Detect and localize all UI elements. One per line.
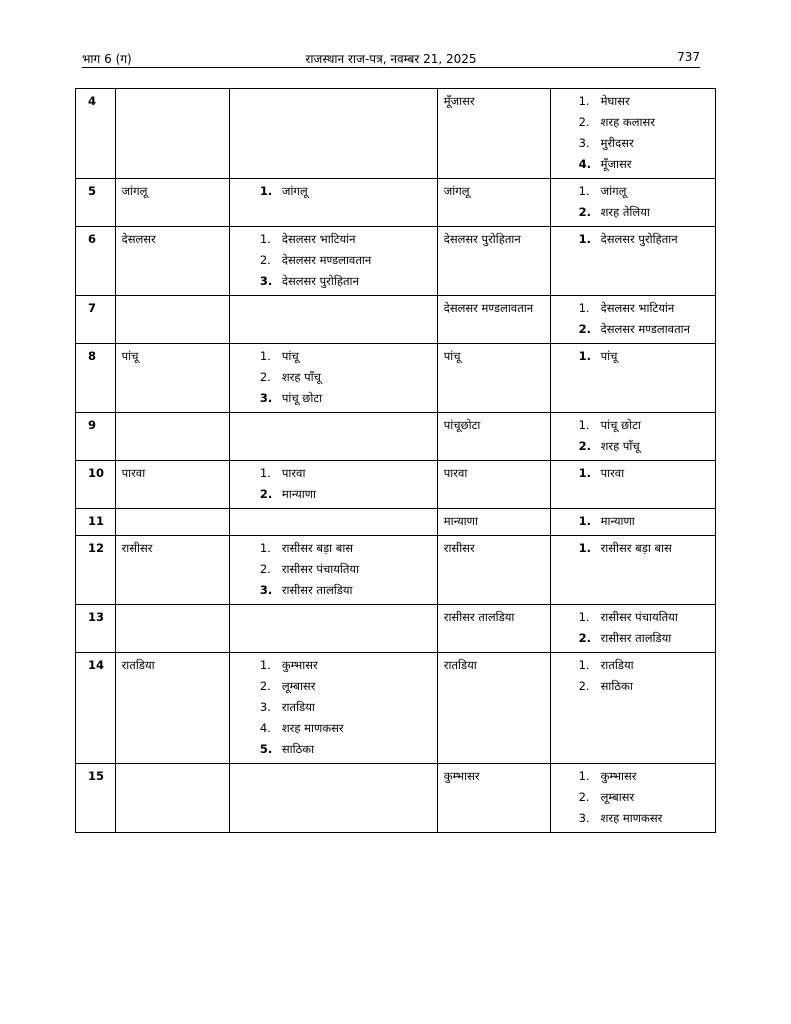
old-list-cell — [229, 413, 437, 461]
list-item-text: पांचू छोटा — [281, 391, 323, 405]
new-list-cell — [550, 296, 715, 344]
new-list-cell — [550, 461, 715, 509]
list-item — [579, 154, 709, 175]
village-cell: रासीसर — [115, 536, 229, 605]
row-number-cell: 6 — [76, 227, 116, 296]
new-village-cell: रासीसर — [437, 536, 550, 605]
list-item-number: 1. — [578, 514, 591, 528]
list-item — [579, 319, 709, 340]
new-village-cell: मान्याणा — [437, 509, 550, 536]
new-village-cell: जांगलू — [437, 179, 550, 227]
list-item-text: पांचू — [281, 349, 299, 363]
list-item — [579, 436, 709, 457]
list-item — [579, 607, 709, 628]
new-list-cell — [550, 653, 715, 764]
list-item-text: पांचू — [600, 349, 618, 363]
list-item-number: 1. — [578, 466, 591, 480]
old-list-cell — [229, 536, 437, 605]
village-cell: देसलसर — [115, 227, 229, 296]
list-item-number: 2. — [259, 562, 271, 576]
old-list-cell — [229, 89, 437, 179]
list-item-number: 2. — [259, 370, 271, 384]
village-reorganization-table — [75, 88, 716, 833]
table-row — [76, 344, 716, 413]
new-village-cell: मूँजासर — [437, 89, 550, 179]
list-item-text: देसलसर मण्डलावतान — [281, 253, 372, 267]
list-item-text: शरह कलासर — [600, 115, 655, 129]
list-item — [260, 388, 431, 409]
list-item — [579, 91, 709, 112]
row-number-cell: 7 — [76, 296, 116, 344]
list-item — [260, 181, 431, 202]
list-item-number: 2. — [578, 322, 591, 336]
list-item — [579, 511, 709, 532]
list-item-number: 2. — [578, 205, 591, 219]
village-cell — [115, 509, 229, 536]
list-item-text: देसलसर भाटियांन — [281, 232, 356, 246]
old-list-cell — [229, 653, 437, 764]
page-number: 737 — [677, 50, 700, 64]
list-item-text: रासीसर बड़ा बास — [281, 541, 354, 555]
table-row — [76, 536, 716, 605]
old-list-cell — [229, 509, 437, 536]
list-item-number: 2. — [578, 790, 590, 804]
row-number-cell: 15 — [76, 764, 116, 833]
list-item — [579, 655, 709, 676]
village-cell — [115, 605, 229, 653]
village-cell — [115, 296, 229, 344]
village-cell — [115, 413, 229, 461]
list-item-number: 2. — [578, 439, 591, 453]
list-item-text: देसलसर मण्डलावतान — [600, 322, 690, 336]
list-item-number: 1. — [259, 349, 271, 363]
list-item — [579, 346, 709, 367]
list-item-text: जांगलू — [281, 184, 308, 198]
list-item — [260, 484, 431, 505]
section-label: भाग 6 (ग) — [82, 52, 132, 66]
list-item — [260, 676, 431, 697]
new-village-cell: रासीसर तालडिया — [437, 605, 550, 653]
list-item-number: 2. — [259, 253, 271, 267]
list-item — [579, 787, 709, 808]
new-list-cell — [550, 509, 715, 536]
list-item-number: 4. — [578, 157, 591, 171]
list-item-text: लूम्बासर — [600, 790, 635, 804]
list-item-number: 3. — [259, 391, 273, 405]
new-village-cell: कुम्भासर — [437, 764, 550, 833]
row-number-cell: 4 — [76, 89, 116, 179]
list-item-text: देसलसर भाटियांन — [600, 301, 675, 315]
table-row — [76, 227, 716, 296]
village-cell — [115, 764, 229, 833]
list-item — [579, 676, 709, 697]
table-row — [76, 296, 716, 344]
list-item-text: लूम्बासर — [281, 679, 316, 693]
list-item — [260, 367, 431, 388]
table-body — [76, 89, 716, 833]
list-item-text: देसलसर पुरोहितान — [281, 274, 359, 288]
new-village-cell: पारवा — [437, 461, 550, 509]
village-cell: पांचू — [115, 344, 229, 413]
list-item-number: 3. — [578, 811, 590, 825]
list-item-text: जांगलू — [600, 184, 627, 198]
new-village-cell: पांचूछोटा — [437, 413, 550, 461]
old-list-cell — [229, 461, 437, 509]
list-item-number: 4. — [259, 721, 271, 735]
old-list-cell — [229, 296, 437, 344]
new-village-cell: पांचू — [437, 344, 550, 413]
row-number-cell: 10 — [76, 461, 116, 509]
list-item-text: साठिका — [600, 679, 633, 693]
list-item-text: रासीसर तालडिया — [600, 631, 672, 645]
list-item-text: मुरीदसर — [600, 136, 634, 150]
list-item — [260, 739, 431, 760]
list-item — [579, 133, 709, 154]
list-item-text: रासीसर पंचायतिया — [281, 562, 360, 576]
list-item — [579, 628, 709, 649]
list-item-number: 1. — [259, 184, 273, 198]
list-item-number: 1. — [259, 541, 271, 555]
list-item-number: 1. — [578, 232, 591, 246]
old-list-cell — [229, 344, 437, 413]
village-cell — [115, 89, 229, 179]
list-item — [260, 463, 431, 484]
list-item — [579, 298, 709, 319]
list-item-number: 2. — [259, 679, 271, 693]
table-row — [76, 461, 716, 509]
list-item-number: 1. — [578, 541, 591, 555]
row-number-cell: 14 — [76, 653, 116, 764]
list-item-text: पारवा — [600, 466, 625, 480]
old-list-cell — [229, 227, 437, 296]
list-item-text: कुम्भासर — [281, 658, 318, 672]
list-item-number: 1. — [259, 658, 271, 672]
list-item — [260, 580, 431, 601]
list-item-number: 1. — [259, 232, 271, 246]
list-item-text: रातडिया — [600, 658, 634, 672]
list-item-number: 1. — [578, 769, 590, 783]
new-list-cell — [550, 227, 715, 296]
village-cell: जांगलू — [115, 179, 229, 227]
table-row — [76, 509, 716, 536]
list-item — [260, 229, 431, 250]
list-item — [260, 538, 431, 559]
list-item — [579, 181, 709, 202]
table-row — [76, 605, 716, 653]
list-item-text: पारवा — [281, 466, 306, 480]
new-list-cell — [550, 179, 715, 227]
list-item-number: 1. — [578, 301, 590, 315]
list-item-text: कुम्भासर — [600, 769, 637, 783]
list-item-text: शरह पाँचू — [281, 370, 321, 384]
list-item-number: 1. — [259, 466, 271, 480]
list-item-text: देसलसर पुरोहितान — [600, 232, 678, 246]
list-item — [260, 559, 431, 580]
row-number-cell: 8 — [76, 344, 116, 413]
list-item — [260, 655, 431, 676]
list-item — [579, 415, 709, 436]
table-row — [76, 653, 716, 764]
new-list-cell — [550, 764, 715, 833]
list-item-number: 1. — [578, 658, 590, 672]
row-number-cell: 12 — [76, 536, 116, 605]
new-list-cell — [550, 536, 715, 605]
list-item-text: मूँजासर — [600, 157, 632, 171]
new-list-cell — [550, 413, 715, 461]
table-row — [76, 89, 716, 179]
list-item-text: रासीसर तालडिया — [281, 583, 353, 597]
list-item-number: 1. — [578, 94, 590, 108]
list-item-number: 1. — [578, 184, 590, 198]
old-list-cell — [229, 764, 437, 833]
list-item-number: 3. — [259, 274, 273, 288]
list-item-text: रासीसर पंचायतिया — [600, 610, 678, 624]
list-item-number: 2. — [259, 487, 273, 501]
list-item-text: साठिका — [281, 742, 315, 756]
list-item-number: 1. — [578, 418, 590, 432]
row-number-cell: 11 — [76, 509, 116, 536]
list-item — [579, 766, 709, 787]
list-item-number: 2. — [578, 631, 591, 645]
row-number-cell: 9 — [76, 413, 116, 461]
list-item-number: 5. — [259, 742, 273, 756]
list-item — [260, 697, 431, 718]
list-item — [260, 250, 431, 271]
list-item — [260, 346, 431, 367]
table-row — [76, 179, 716, 227]
new-village-cell: रातडिया — [437, 653, 550, 764]
list-item-text: शरह माणकसर — [281, 721, 344, 735]
table-row — [76, 764, 716, 833]
list-item-text: शरह पाँचू — [600, 439, 640, 453]
row-number-cell: 5 — [76, 179, 116, 227]
new-list-cell — [550, 344, 715, 413]
list-item-text: शरह तेलिया — [600, 205, 650, 219]
list-item-text: शरह माणकसर — [600, 811, 663, 825]
list-item-number: 1. — [578, 349, 591, 363]
list-item — [579, 463, 709, 484]
list-item-text: पांचू छोटा — [600, 418, 641, 432]
list-item-number: 1. — [578, 610, 590, 624]
new-list-cell — [550, 605, 715, 653]
list-item-number: 2. — [578, 115, 590, 129]
list-item-number: 3. — [259, 700, 271, 714]
page-header — [82, 50, 700, 68]
list-item — [260, 718, 431, 739]
list-item — [579, 808, 709, 829]
list-item-text: मेघासर — [600, 94, 630, 108]
list-item-number: 3. — [578, 136, 590, 150]
list-item — [579, 538, 709, 559]
village-cell: रातडिया — [115, 653, 229, 764]
row-number-cell: 13 — [76, 605, 116, 653]
new-village-cell: देसलसर मण्डलावतान — [437, 296, 550, 344]
list-item — [579, 229, 709, 250]
list-item-text: रातडिया — [281, 700, 315, 714]
village-cell: पारवा — [115, 461, 229, 509]
list-item — [260, 271, 431, 292]
list-item — [579, 202, 709, 223]
new-village-cell: देसलसर पुरोहितान — [437, 227, 550, 296]
list-item-number: 2. — [578, 679, 590, 693]
list-item-text: मान्याणा — [281, 487, 317, 501]
list-item-number: 3. — [259, 583, 273, 597]
gazette-title: राजस्थान राज-पत्र, नवम्बर 21, 2025 — [305, 52, 477, 66]
table-row — [76, 413, 716, 461]
list-item-text: मान्याणा — [600, 514, 635, 528]
new-list-cell — [550, 89, 715, 179]
list-item — [579, 112, 709, 133]
old-list-cell — [229, 179, 437, 227]
list-item-text: रासीसर बड़ा बास — [600, 541, 672, 555]
old-list-cell — [229, 605, 437, 653]
